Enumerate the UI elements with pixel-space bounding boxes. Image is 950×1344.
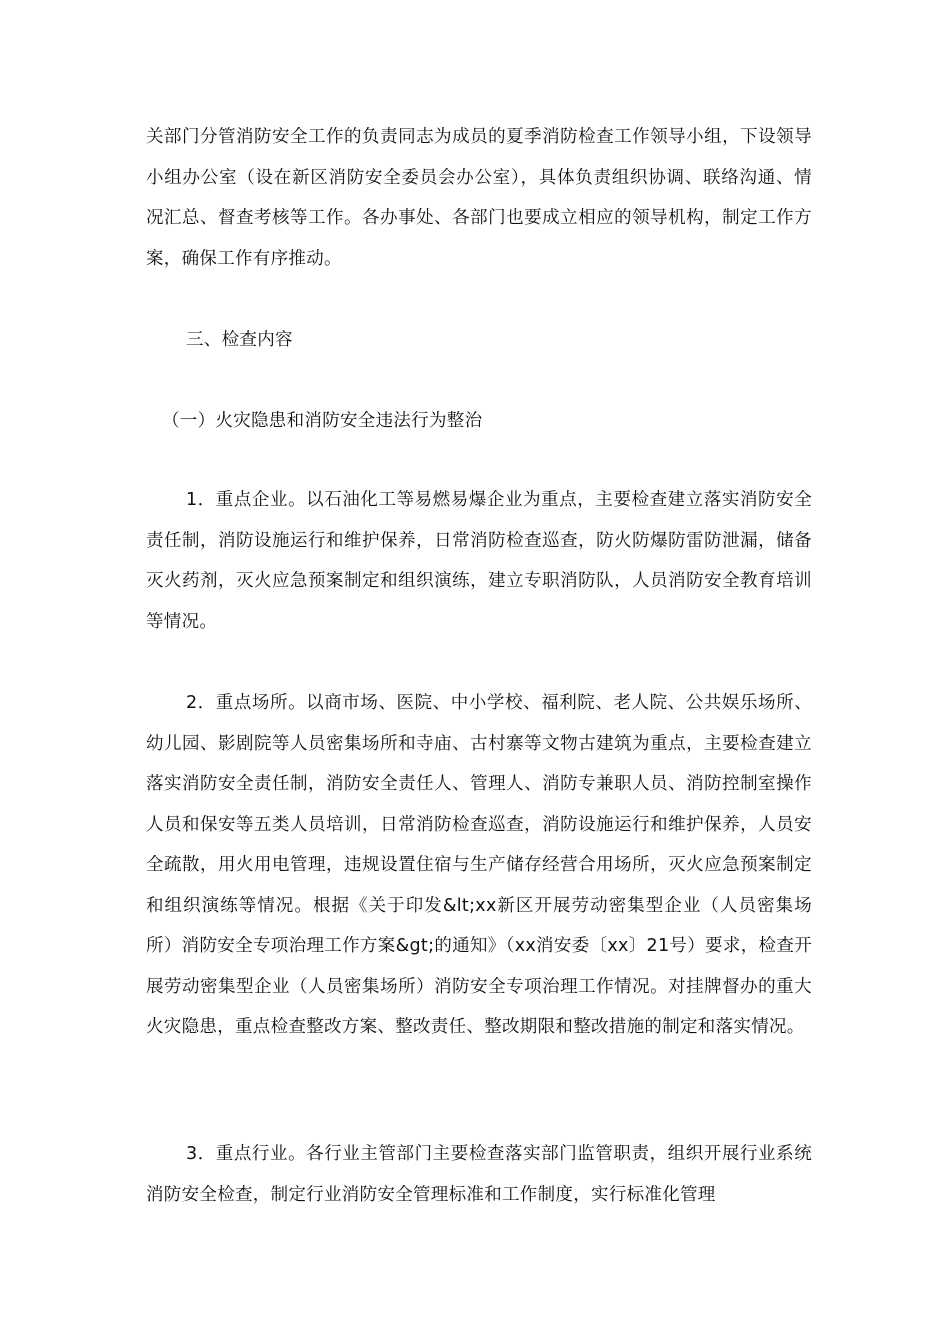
subsection-heading: （一）火灾隐患和消防安全违法行为整治 [162,411,483,431]
section-heading: 三、检查内容 [186,330,293,350]
paragraph-continued: 关部门分管消防安全工作的负责同志为成员的夏季消防检查工作领导小组，下设领导小组办公室（设在新区消防安全委员会办公室），具体负责组织协调、联络沟通、情况汇总、督查考核等工作。各办事处、各部门也要成立相应的领导机构，制定工作方案，确保工作有序推动。 [146,127,812,269]
item-key-venues: 2．重点场所。以商市场、医院、中小学校、福利院、老人院、公共娱乐场所、幼儿园、影剧院等人员密集场所和寺庙、古村寨等文物古建筑为重点，主要检查建立落实消防安全责任制，消防安全责任人、管理人、消防专兼职人员、消防控制室操作人员和保安等五类人员培训，日常消防检查巡查，消防设施运行和维护保养，人员安全疏散，用火用电管理，违规设置住宿与生产储存经营合用场所，灭火应急预案制定和组织演练等情况。根据《关于印发&lt;xx新区开展劳动密集型企业（人员密集场所）消防安全专项治理工作方案&gt;的通知》（xx消安委〔xx〕21号）要求，检查开展劳动密集型企业（人员密集场所）消防安全专项治理工作情况。对挂牌督办的重大火灾隐患，重点检查整改方案、整改责任、整改期限和整改措施的制定和落实情况。 [146,693,812,1037]
item-key-industries: 3．重点行业。各行业主管部门主要检查落实部门监管职责，组织开展行业系统消防安全检查，制定行业消防安全管理标准和工作制度，实行标准化管理 [146,1144,812,1205]
item-key-enterprises: 1．重点企业。以石油化工等易燃易爆企业为重点，主要检查建立落实消防安全责任制，消防设施运行和维护保养，日常消防检查巡查，防火防爆防雷防泄漏，储备灭火药剂，灭火应急预案制定和组织演练，建立专职消防队，人员消防安全教育培训等情况。 [146,490,812,632]
